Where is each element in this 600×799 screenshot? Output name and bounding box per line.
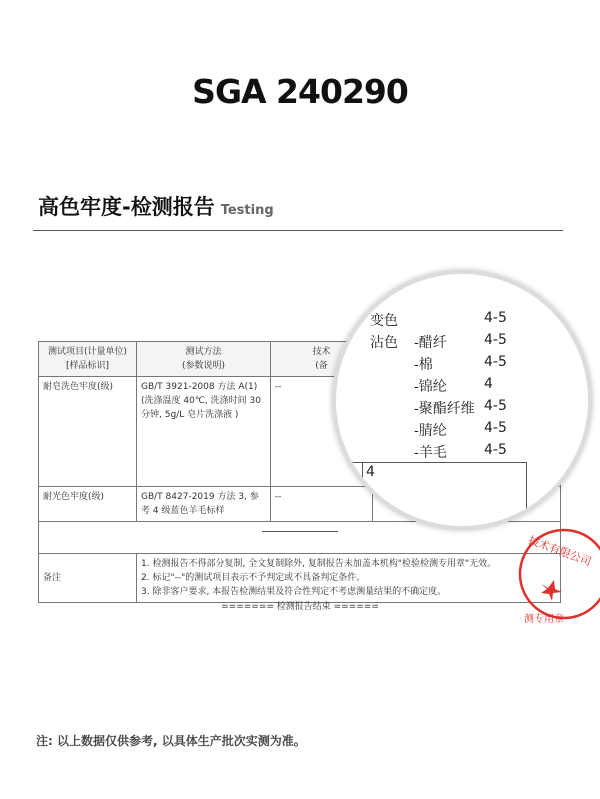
title-divider [33,230,563,231]
remarks-label: 备注 [39,554,137,603]
row-method: GB/T 8427-2019 方法 3, 参考 4 级蓝色羊毛标样 [137,487,271,522]
stain-fiber-cotton: -棉 [414,357,433,373]
magnifier-row-divider [336,462,526,463]
row-method: GB/T 3921-2008 方法 A(1)(洗涤温度 40℃, 洗涤时间 30 分钟, 5g/L 皂片洗涤液 ) [137,377,271,487]
report-end-marker: ======= 检测报告结束 ====== [221,602,379,612]
row-item: 耐皂洗色牢度(级) [39,377,137,487]
title-sub: Testing [220,203,274,218]
row-spec: -- [271,487,373,522]
stain-value-acrylic: 4-5 [484,420,507,436]
staining-label: 沾色 [370,335,398,351]
stain-value-nylon: 4 [484,376,493,392]
remark-2: 2. 标记"--"的测试项目表示不予判定或不具备判定条件。 [141,573,366,583]
stain-fiber-acetate: -醋纤 [414,335,447,351]
page-title [38,191,274,221]
remark-1: 1. 检测报告不得部分复制, 全文复制除外, 复制报告未加盖本机构"检验检测专用章"无效。 [141,559,497,569]
stain-value-wool: 4-5 [484,442,507,458]
stain-fiber-acrylic: -腈纶 [414,423,447,439]
header-spec: 技术 (备 [271,342,373,377]
remark-3: 3. 除非客户要求, 本报告检测结果及符合性判定不考虑测量结果的不确定度。 [141,587,447,597]
stamp-seal-icon [512,522,600,640]
footnote: 注: 以上数据仅供参考, 以具体生产批次实测为准。 [36,734,306,748]
separator-line [262,531,338,532]
stain-value-acetate: 4-5 [484,332,507,348]
title-main: 高色牢度-检测报告 [38,195,215,219]
header-test-method: 测试方法 (参数说明) [137,342,271,377]
magnifier-lens [332,270,592,530]
row-spec: -- [271,377,373,487]
header-test-item: 测试项目(计量单位) [样品标识] [39,342,137,377]
remarks-content [137,554,561,603]
magnifier-left-border [362,462,363,530]
stain-fiber-nylon: -锦纶 [414,379,447,395]
stain-value-polyester: 4-5 [484,398,507,414]
row-item: 耐光色牢度(级) [39,487,137,522]
report-code: SGA 240290 [192,72,408,111]
color-change-value: 4-5 [484,310,507,326]
stain-value-cotton: 4-5 [484,354,507,370]
magnifier-col-divider [526,462,527,530]
svg-text:测专用章: 测专用章 [524,614,564,625]
remarks-row [39,554,561,603]
color-change-label: 变色 [370,313,398,329]
svg-text:技术有限公司: 技术有限公司 [526,533,594,569]
stain-fiber-polyester: -聚酯纤维 [414,401,475,417]
stain-fiber-wool: -羊毛 [414,445,447,461]
light-fastness-value: 4 [366,464,375,480]
